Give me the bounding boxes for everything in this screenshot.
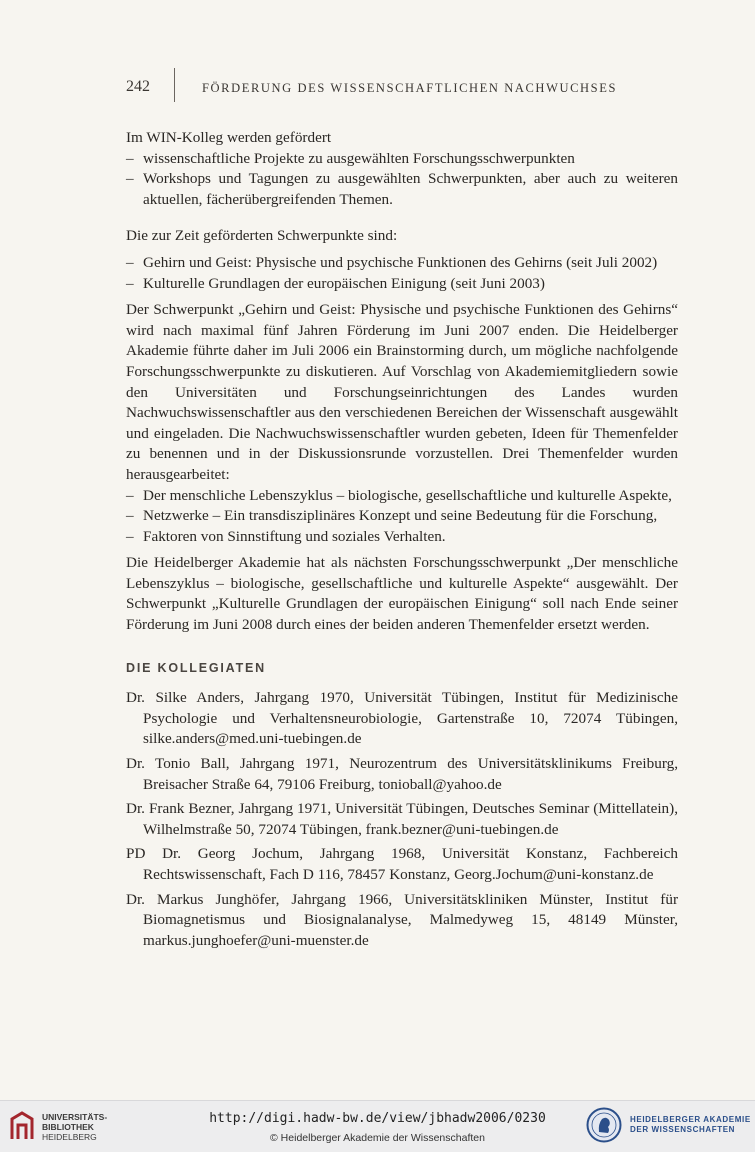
intro-lead: Im WIN-Kolleg werden gefördert [126,129,332,146]
theme-item: – Faktoren von Sinnstiftung und soziales Verhalten. [126,527,678,548]
kollegiat-entry: PD Dr. Georg Jochum, Jahrgang 1968, Universität Konstanz, Fachbereich Rechtswissenschaft, Fach D 116, 78457 Konstanz, Georg.Jochum@uni-konstanz.de [126,845,678,883]
viewer-footer [0,1100,755,1152]
header-divider [174,68,175,102]
academy-name[interactable]: HEIDELBERGER AKADEMIE DER WISSENSCHAFTEN [630,1115,751,1134]
focus-lead: Die zur Zeit geförderten Schwerpunkte sind: [126,227,398,245]
document-url-link[interactable]: http://digi.hadw-bw.de/view/jbhadw2006/0230 [209,1111,546,1126]
section-title: DIE KOLLEGIATEN [126,660,266,675]
intro-item: – wissenschaftliche Projekte zu ausgewählten Forschungsschwerpunkten [126,149,678,170]
page-header [126,78,629,102]
page-number: 242 [126,78,150,95]
theme-item: – Netzwerke – Ein transdisziplinäres Konzept und seine Bedeutung für die Forschung, [126,506,678,527]
kollegiat-entry: Dr. Markus Junghöfer, Jahrgang 1966, Universitätskliniken Münster, Institut für Biomagnetismus und Biosignalanalyse, Malmedyweg 15, 48149 Münster, markus.junghoefer@uni-muenster.de [126,890,678,949]
kollegiat-entry: Dr. Tonio Ball, Jahrgang 1971, Neurozentrum des Universitätsklinikums Freiburg, Breisacher Straße 64, 79106 Freiburg, tonioball@yahoo.de [126,755,678,793]
academy-seal-icon[interactable] [586,1107,622,1143]
paragraph-decision: Die Heidelberger Akademie hat als nächsten Forschungsschwerpunkt „Der menschliche Lebenszyklus – biologische, gesellschaftliche und kulturelle Aspekte“ ausgewählt. Der Schwerpunkt „Kulturelle Grundlagen der europäischen Einigung“ soll nach Ende seiner Förderung im Juni 2008 durch eines der beiden anderen Themenfelder ersetzt werden. [126,554,678,634]
intro-item: – Workshops und Tagungen zu ausgewählten Schwerpunkten, aber auch zu weiteren aktuellen, fächerübergreifenden Themen. [126,169,678,210]
page-body [126,128,678,955]
focus-item: – Gehirn und Geist: Physische und psychische Funktionen des Gehirns (seit Juli 2002) [126,253,678,274]
kollegiat-entry: Dr. Silke Anders, Jahrgang 1970, Universität Tübingen, Institut für Medizinische Psychologie und Verhaltensneurobiologie, Gartenstraße 10, 72074 Tübingen, silke.anders@med.uni-tuebingen.de [126,689,678,748]
theme-item: – Der menschliche Lebenszyklus – biologische, gesellschaftliche und kulturelle Aspekte, [126,486,678,507]
kollegiat-entry: Dr. Frank Bezner, Jahrgang 1971, Universität Tübingen, Deutsches Seminar (Mittellatein), Wilhelmstraße 50, 72074 Tübingen, frank.bezner@uni-tuebingen.de [126,800,678,838]
running-title: FÖRDERUNG DES WISSENSCHAFTLICHEN NACHWUCHSES [202,81,617,95]
university-library-name[interactable]: UNIVERSITÄTS- BIBLIOTHEK HEIDELBERG [42,1112,108,1142]
paragraph-brainstorming: Der Schwerpunkt „Gehirn und Geist: Physische und psychische Funktionen des Gehirns“ wird nach maximal fünf Jahren Förderung im Juni 2007 enden. Die Heidelberger Akademie führte daher im Juli 2006 ein Brainstorming durch, um mögliche nachfolgende Forschungsschwerpunkte zu diskutieren. Auf Vorschlag von Akademiemitgliedern sowie den Universitäten und Forschungseinrichtungen des Landes wurden Nachwuchswissenschaftler aus den verschiedenen Bereichen der Wissenschaft ausgewählt und eingeladen. Die Nachwuchswissenschaftler wurden gebeten, Ideen für Themenfelder zu benennen und in der Diskussionsrunde vorzustellen. Drei Themenfelder wurden herausgearbeitet: [126,301,678,483]
copyright-notice: © Heidelberger Akademie der Wissenschaften [270,1132,485,1144]
focus-item: – Kulturelle Grundlagen der europäischen Einigung (seit Juni 2003) [126,274,678,295]
